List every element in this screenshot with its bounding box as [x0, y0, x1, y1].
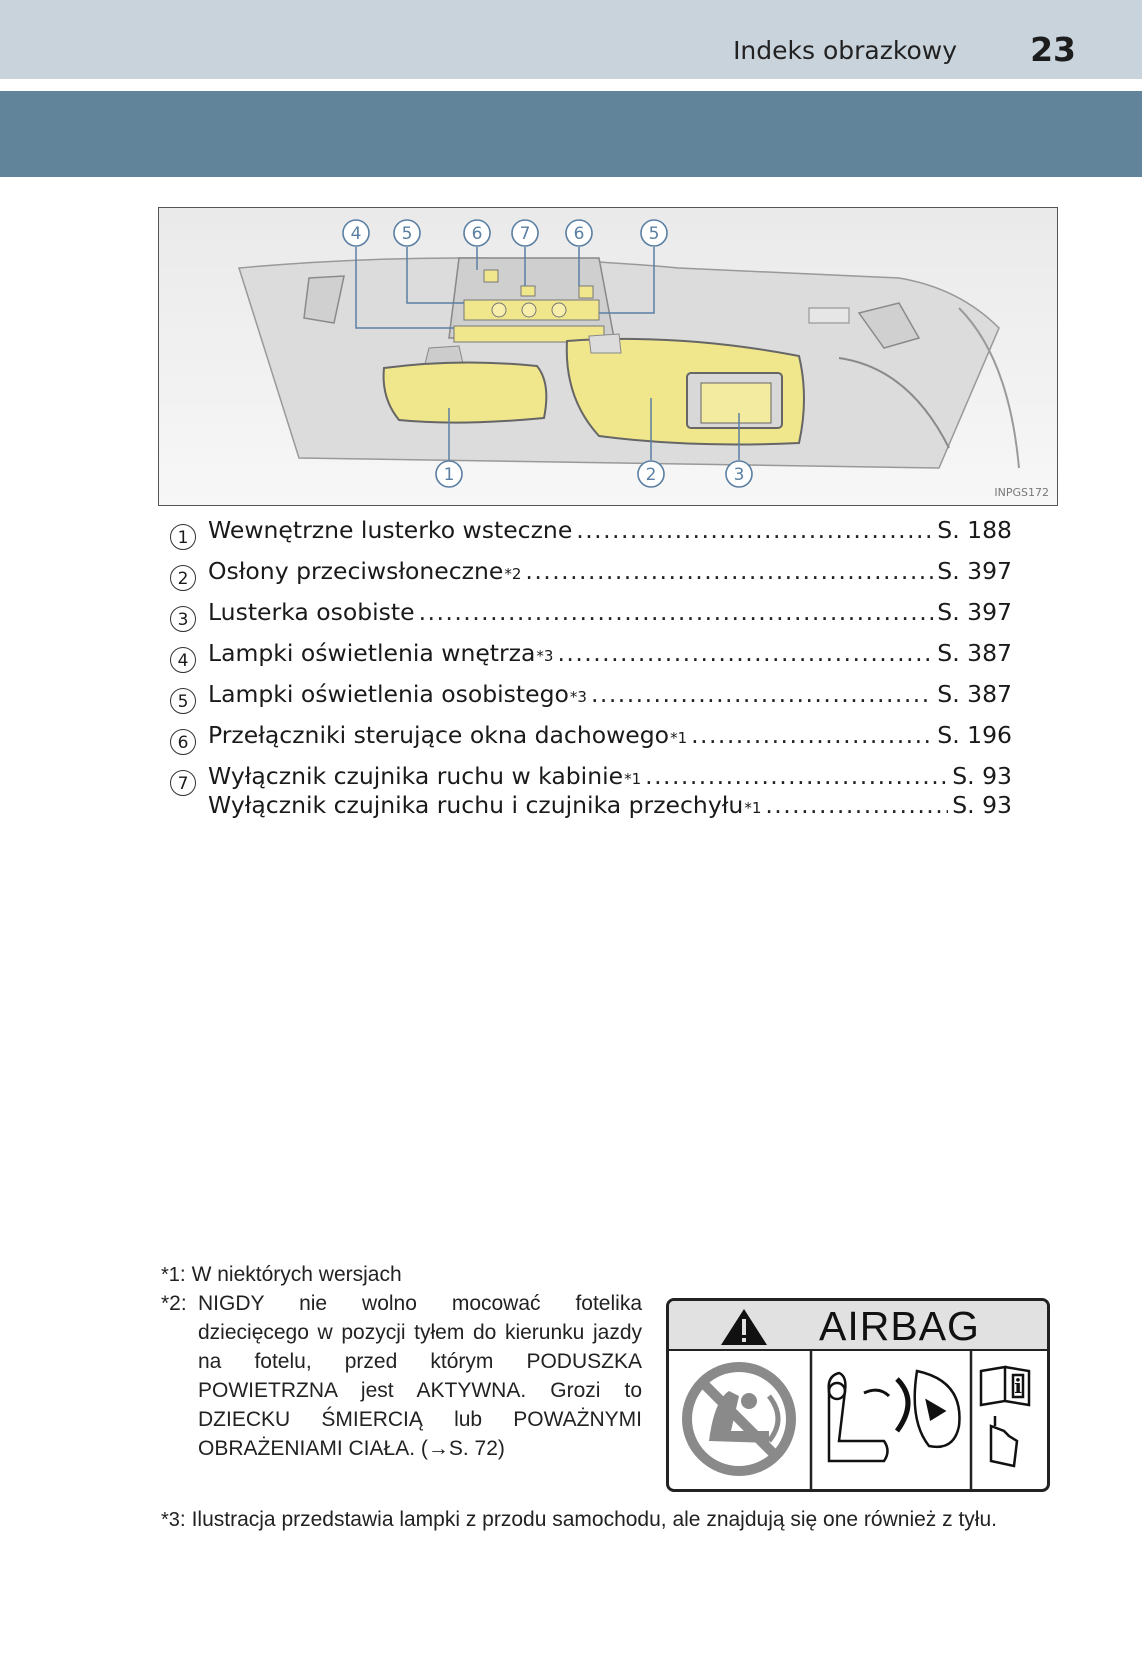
section-color-band: [0, 91, 1142, 177]
footnote-1-mark: *1: [161, 1264, 180, 1286]
callout-6: 6: [471, 224, 483, 244]
airbag-title: AIRBAG: [819, 1303, 980, 1349]
item-label: Przełączniki sterujące okna dachowego: [208, 721, 670, 749]
item-label: Wewnętrzne lusterko wsteczne: [208, 516, 573, 544]
item-number: 1: [170, 524, 196, 550]
no-child-seat-icon: [687, 1367, 791, 1471]
list-item: [170, 639, 1012, 680]
page-reference[interactable]: S. 196: [937, 721, 1012, 749]
illustration-drawing: [159, 208, 1057, 505]
page-reference[interactable]: S. 93: [952, 791, 1012, 819]
footnote-3-text: : Ilustracja przedstawia lampki z przodu samochodu, ale znajdują się one również z tyłu.: [179, 1508, 997, 1531]
item-label: Wyłącznik czujnika ruchu w kabinie: [208, 762, 624, 790]
callout-5b: 5: [648, 224, 660, 244]
footnote-marker: *3: [536, 647, 554, 665]
item-number: 6: [170, 729, 196, 755]
page-reference[interactable]: S. 387: [937, 680, 1012, 708]
page-reference[interactable]: S. 397: [937, 557, 1012, 585]
callout-1: 1: [443, 465, 455, 485]
dot-leader: [557, 639, 933, 667]
dot-leader: [419, 598, 934, 626]
item-label: Wyłącznik czujnika ruchu i czujnika przechyłu: [208, 791, 744, 819]
footnote-1: [161, 1260, 402, 1290]
figure-code: INPGS172: [994, 486, 1049, 499]
callout-4: 4: [350, 224, 362, 244]
overhead-console-illustration: [158, 207, 1058, 506]
item-label: Lampki oświetlenia osobistego: [208, 680, 569, 708]
page-reference[interactable]: S. 397: [937, 598, 1012, 626]
item-label: Osłony przeciwsłoneczne: [208, 557, 504, 585]
callout-2: 2: [645, 465, 657, 485]
dot-leader: [576, 516, 933, 544]
footnote-marker: *1: [744, 799, 762, 817]
footnote-3: [161, 1505, 1061, 1535]
footnote-marker: *3: [569, 688, 587, 706]
dot-leader: [765, 791, 948, 819]
info-letter: i: [1014, 1374, 1022, 1398]
callout-6b: 6: [573, 224, 585, 244]
seat-airbag-icon: [829, 1371, 960, 1461]
section-title: Indeks obrazkowy: [733, 36, 957, 65]
item-number: 2: [170, 565, 196, 591]
footnote-1-text: : W niektórych wersjach: [179, 1263, 402, 1286]
page-number: 23: [1030, 30, 1076, 69]
page-reference[interactable]: S. 93: [952, 762, 1012, 790]
list-item: [170, 721, 1012, 762]
list-item: [170, 516, 1012, 557]
callout-3: 3: [733, 465, 745, 485]
item-number: 4: [170, 647, 196, 673]
footnote-2-mark: *2:: [161, 1292, 187, 1315]
dot-leader: [591, 680, 933, 708]
list-item: [170, 680, 1012, 721]
airbag-warning-label: [666, 1298, 1050, 1492]
page-reference[interactable]: S. 387: [937, 639, 1012, 667]
footnote-3-mark: *3: [161, 1509, 180, 1531]
item-label: Lampki oświetlenia wnętrza: [208, 639, 536, 667]
callout-5: 5: [401, 224, 413, 244]
footnote-marker: *1: [624, 770, 642, 788]
item-number: 3: [170, 606, 196, 632]
callout-7: 7: [519, 224, 531, 244]
dot-leader: [645, 762, 948, 790]
item-number: 7: [170, 770, 196, 796]
footnote-marker: *2: [504, 565, 522, 583]
footnote-marker: *1: [670, 729, 688, 747]
item-list: [170, 516, 1012, 821]
header-band: [0, 0, 1142, 79]
list-item: [170, 557, 1012, 598]
page-reference[interactable]: S. 188: [937, 516, 1012, 544]
list-item: [170, 598, 1012, 639]
dot-leader: [525, 557, 933, 585]
dot-leader: [691, 721, 933, 749]
item-number: 5: [170, 688, 196, 714]
item-label: Lusterka osobiste: [208, 598, 415, 626]
footnote-2-text: NIGDY nie wolno mocować fotelika dziecięcego w pozycji tyłem do kierunku jazdy na fotelu, przed którym PODUSZKA POWIETRZNA jest AKTYWNA. Grozi to DZIECKU ŚMIERCIĄ lub POWAŻNYMI OBRAŻENIAMI CIAŁA. (→S. 72): [198, 1292, 642, 1460]
list-item: [170, 791, 1012, 821]
